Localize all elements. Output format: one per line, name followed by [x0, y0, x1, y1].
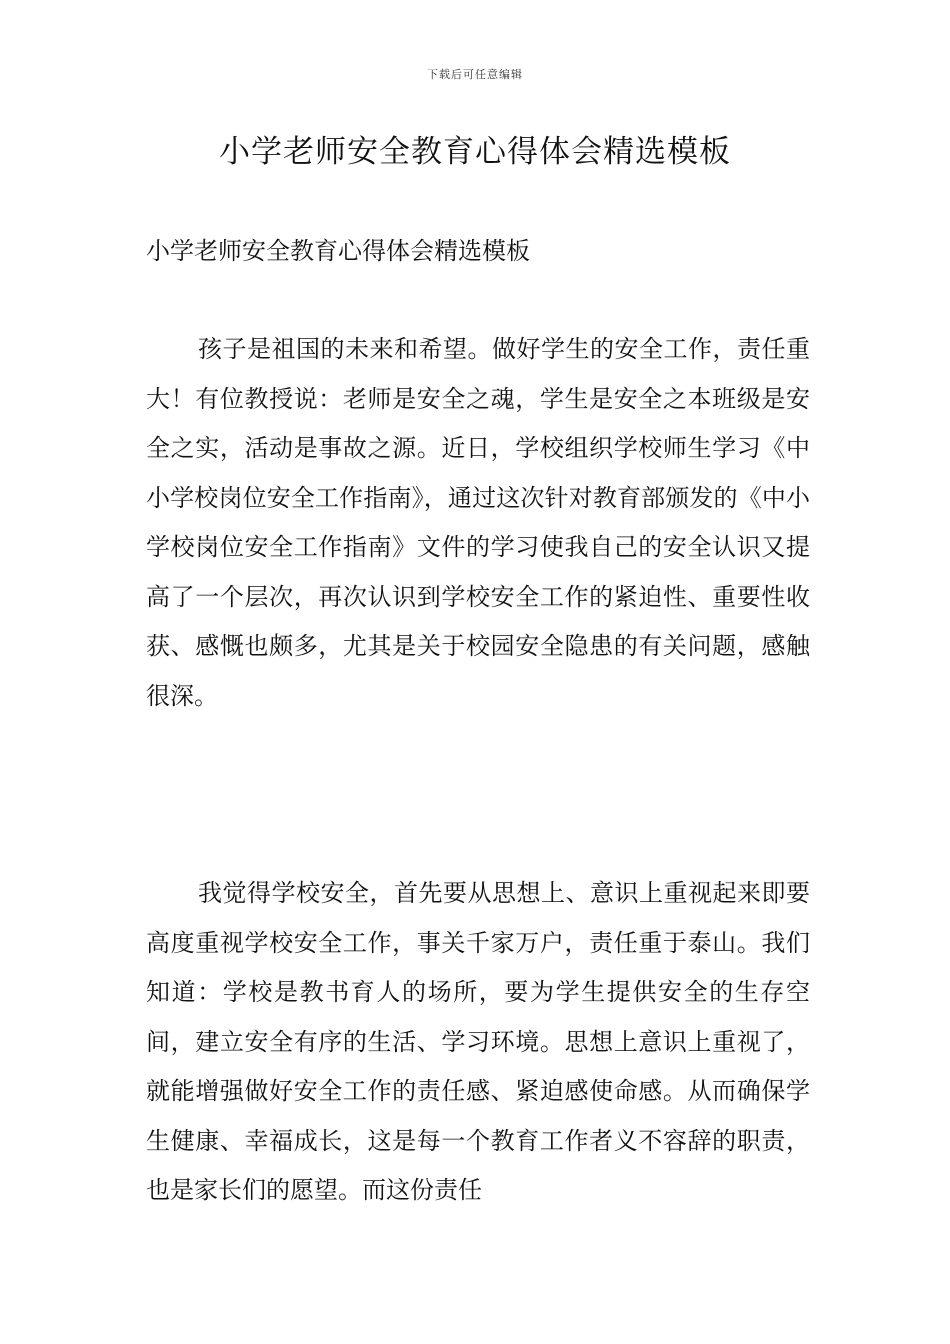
header-note: 下载后可任意编辑 [427, 68, 523, 81]
body-paragraph-2: 我觉得学校安全，首先要从思想上、意识上重视起来即要高度重视学校安全工作，事关千家万户，责任重于泰山。我们知道：学校是教书育人的场所，要为学生提供安全的生存空间，建立安全有序的生活、学习环境。思想上意识上重视了，就能增强做好安全工作的责任感、紧迫感使命感。从而确保学生健康、幸福成长，这是每一个教育工作者义不容辞的职责，也是家长们的愿望。而这份责任 [146, 879, 810, 1204]
document-subtitle: 小学老师安全教育心得体会精选模板 [146, 237, 530, 265]
document-title: 小学老师安全教育心得体会精选模板 [219, 134, 731, 170]
body-paragraph-1: 孩子是祖国的未来和希望。做好学生的安全工作，责任重大！有位教授说：老师是安全之魂，学生是安全之本班级是安全之实，活动是事故之源。近日，学校组织学校师生学习《中小学校岗位安全工作指南》，通过这次针对教育部颁发的《中小学校岗位安全工作指南》文件的学习使我自己的安全认识又提高了一个层次，再次认识到学校安全工作的紧迫性、重要性收获、感慨也颇多，尤其是关于校园安全隐患的有关问题，感触很深。 [146, 335, 810, 710]
